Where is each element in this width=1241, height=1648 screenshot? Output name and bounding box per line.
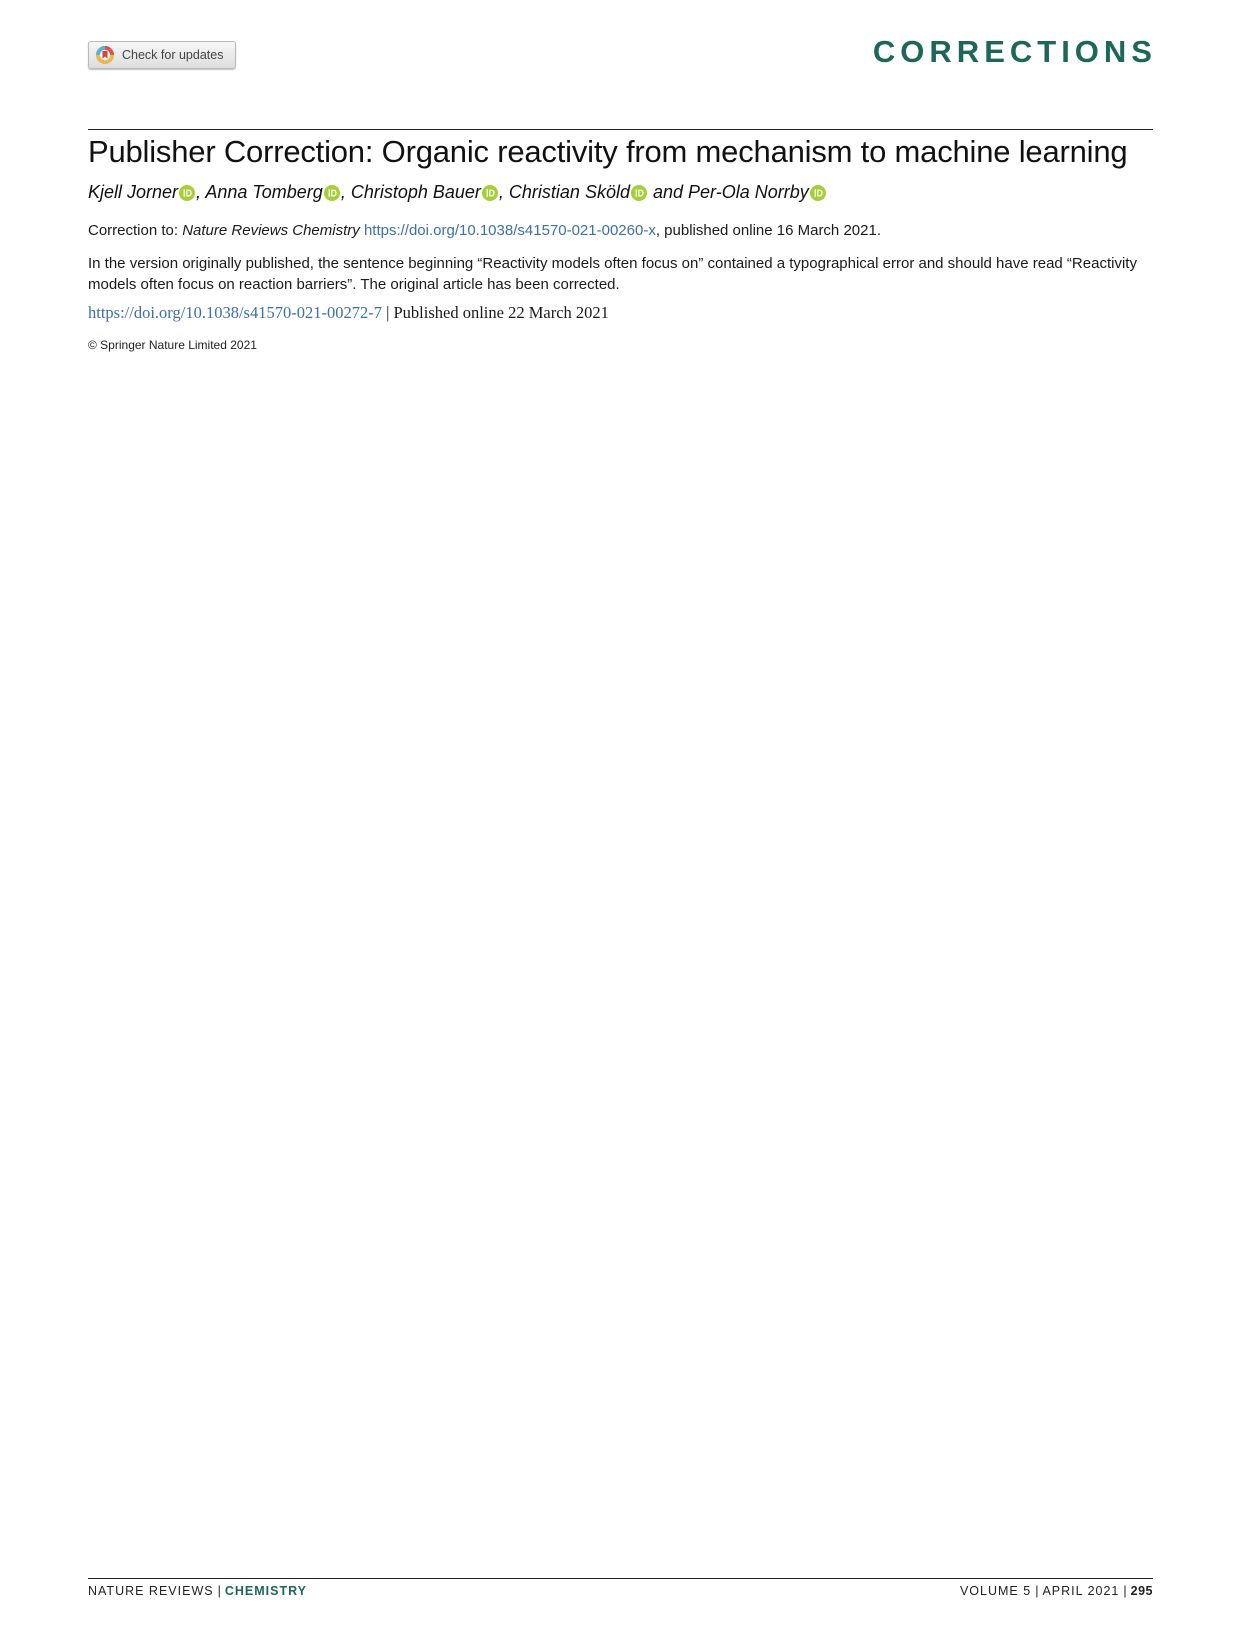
author-name: Christian Sköld	[508, 182, 630, 202]
author-separator: ,	[196, 182, 206, 202]
footer-volume: VOLUME 5	[959, 1584, 1032, 1598]
footer-divider	[88, 1578, 1153, 1579]
footer-subject: CHEMISTRY	[224, 1584, 307, 1598]
author-name: Kjell Jorner	[88, 182, 179, 202]
crossmark-icon	[95, 45, 115, 65]
check-for-updates-label: Check for updates	[122, 48, 224, 62]
orcid-icon[interactable]	[810, 185, 826, 201]
page-number: 295	[1130, 1584, 1153, 1598]
author-separator: ,	[340, 182, 351, 202]
footer-separator: |	[217, 1584, 221, 1598]
article-title: Publisher Correction: Organic reactivity from mechanism to machine learning	[88, 134, 1128, 169]
header-divider	[88, 129, 1153, 130]
author-list	[88, 182, 827, 203]
author-separator: ,	[498, 182, 509, 202]
correction-doi-link[interactable]: https://doi.org/10.1038/s41570-021-00272-7	[88, 303, 382, 322]
footer-separator: |	[1123, 1584, 1127, 1598]
copyright-notice: © Springer Nature Limited 2021	[88, 338, 257, 352]
author-separator: and	[647, 182, 689, 202]
footer-journal-name: NATURE REVIEWS	[88, 1584, 214, 1598]
footer-separator: |	[1035, 1584, 1039, 1598]
section-label: CORRECTIONS	[872, 34, 1157, 69]
correction-to-prefix: Correction to:	[88, 222, 183, 239]
publication-line	[88, 303, 609, 323]
published-date: | Published online 22 March 2021	[381, 303, 609, 322]
orcid-icon[interactable]	[324, 185, 340, 201]
orcid-icon[interactable]	[631, 185, 647, 201]
author-name: Per-Ola Norrby	[688, 182, 809, 202]
footer-date: APRIL 2021	[1042, 1584, 1120, 1598]
original-article-doi-link[interactable]: https://doi.org/10.1038/s41570-021-00260-x	[363, 222, 656, 239]
author-name: Christoph Bauer	[350, 182, 481, 202]
author-name: Anna Tomberg	[205, 182, 323, 202]
check-for-updates-button[interactable]	[88, 41, 236, 69]
orcid-icon[interactable]	[482, 185, 498, 201]
correction-to-suffix: , published online 16 March 2021.	[655, 222, 881, 239]
footer-journal	[88, 1584, 307, 1598]
correction-to-line	[88, 222, 881, 239]
correction-body: In the version originally published, the sentence beginning “Reactivity models often focus on” contained a typographical error and should have read “Reactivity models often focus on reaction barriers”. The original article has been corrected.	[88, 255, 1137, 293]
orcid-icon[interactable]	[179, 185, 195, 201]
footer-issue	[960, 1584, 1153, 1598]
journal-name: Nature Reviews Chemistry	[182, 222, 360, 239]
